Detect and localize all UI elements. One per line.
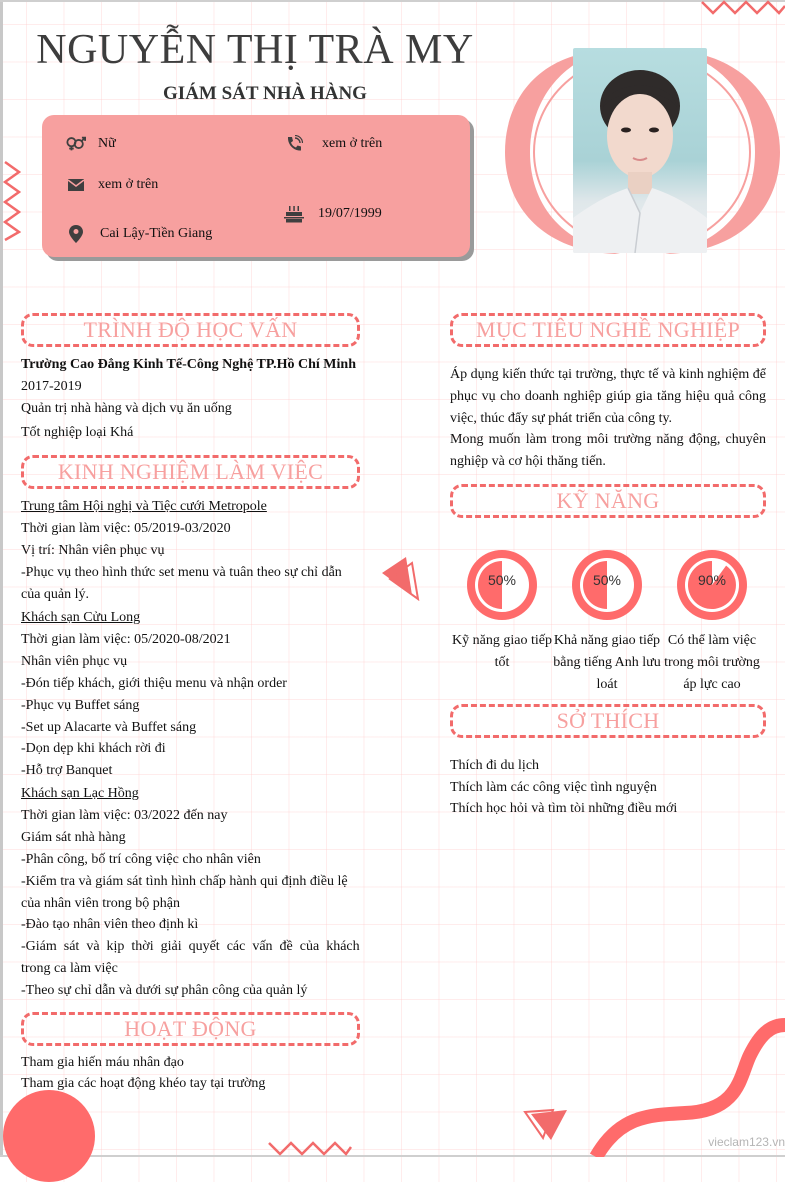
zigzag-decoration-left [3,160,21,242]
experience-heading: KINH NGHIỆM LÀM VIỆC [21,455,360,489]
experience-line: trong ca làm việc [21,961,118,976]
education-school: Trường Cao Đẳng Kinh Tế-Công Nghệ TP.Hồ Chí Minh [21,357,356,372]
experience-company: Khách sạn Lạc Hồng [21,786,139,801]
experience-line: của nhân viên trong bộ phận [21,896,181,911]
experience-line: -Giám sát và kịp thời giải quyết các vấn đề của khách [21,939,360,954]
hobby-item: Thích đi du lịch [450,758,540,773]
skill-item [552,550,662,696]
experience-line: -Hỗ trợ Banquet [21,763,113,778]
education-heading: TRÌNH ĐỘ HỌC VẤN [21,313,360,347]
activity-item: Tham gia hiến máu nhân đạo [21,1055,184,1070]
experience-line: Vị trí: Nhân viên phục vụ [21,543,165,558]
phone-icon [284,135,304,153]
contact-email [66,176,158,194]
contact-phone [284,135,382,153]
experience-line: -Phân công, bố trí công việc cho nhân viên [21,852,261,867]
objective-paragraph-2: Mong muốn làm trong môi trường năng động, chuyên nghiệp và cơ hội thăng tiến. [450,432,766,469]
job-title: GIÁM SÁT NHÀ HÀNG [163,83,367,104]
hobbies-heading: SỞ THÍCH [450,704,766,738]
zigzag-decoration-top [700,0,785,16]
experience-line: -Set up Alacarte và Buffet sáng [21,720,197,735]
triangle-decoration-bottom [523,1106,571,1142]
experience-line: -Dọn dẹp khi khách rời đi [21,741,166,756]
skill-progress-ring [677,550,747,620]
skill-percent: 50% [487,572,517,588]
hobby-item: Thích làm các công việc tình nguyện [450,780,657,795]
hobby-item: Thích học hỏi và tìm tòi những điều mới [450,801,678,816]
experience-line: -Phục vụ theo hình thức set menu và tuân theo sự chỉ dẫn [21,565,342,580]
address-value: Cai Lậy-Tiền Giang [100,226,213,241]
experience-line: -Đào tạo nhân viên theo định kì [21,917,199,932]
activity-item: Tham gia các hoạt động khéo tay tại trường [21,1076,266,1091]
education-years: 2017-2019 [21,379,82,394]
contact-birthday [284,205,382,223]
skill-percent: 90% [697,572,727,588]
triangle-decoration-middle [378,555,422,601]
page-top-border [0,0,785,2]
skill-progress-ring [467,550,537,620]
profile-photo-frame [505,48,780,256]
phone-value: xem ở trên [322,136,383,151]
objective-heading: MỤC TIÊU NGHỀ NGHIỆP [450,313,766,347]
profile-photo [573,48,707,253]
experience-line: Nhân viên phục vụ [21,654,128,669]
experience-line: -Phục vụ Buffet sáng [21,698,140,713]
candidate-name: NGUYỄN THỊ TRÀ MY [36,27,474,73]
activities-heading: HOẠT ĐỘNG [21,1012,360,1046]
experience-line: của quản lý. [21,587,90,602]
experience-line: Thời gian làm việc: 05/2020-08/2021 [21,632,231,647]
objective-paragraph-1: Áp dụng kiến thức tại trường, thực tế và kinh nghiệm để phục vụ cho doanh nghiệp giúp gia tăng hiệu quả công việc, thúc đẩy sự phát triển của công ty. [450,367,766,426]
contact-gender [66,135,116,153]
email-icon [66,176,86,194]
skill-percent: 50% [592,572,622,588]
gender-value: Nữ [98,136,116,151]
skills-heading: KỸ NĂNG [450,484,766,518]
experience-line: -Đón tiếp khách, giới thiệu menu và nhận order [21,676,287,691]
skill-item [447,550,557,674]
experience-line: Thời gian làm việc: 03/2022 đến nay [21,808,228,823]
experience-line: Thời gian làm việc: 05/2019-03/2020 [21,521,231,536]
contact-address [66,225,212,243]
location-pin-icon [66,225,86,243]
education-major: Quản trị nhà hàng và dịch vụ ăn uống [21,401,232,416]
skill-label: Khả năng giao tiếp bằng tiếng Anh lưu loát [553,633,661,692]
experience-line: Giám sát nhà hàng [21,830,126,845]
gender-icon [66,135,86,153]
circle-decoration-bottom-left [3,1090,95,1182]
birthday-cake-icon [284,205,304,223]
birthday-value: 19/07/1999 [318,206,382,221]
zigzag-decoration-bottom [267,1139,353,1157]
experience-line: -Theo sự chỉ dẫn và dưới sự phân công của quản lý [21,983,308,998]
skill-label: Có thể làm việc trong môi trường áp lực cao [664,633,760,692]
contact-info-card [42,115,470,257]
watermark: vieclam123.vn [708,1135,785,1149]
skill-item [657,550,767,696]
education-grade: Tốt nghiệp loại Khá [21,425,134,440]
email-value: xem ở trên [98,177,159,192]
experience-line: -Kiểm tra và giám sát tình hình chấp hành qui định điều lệ [21,874,348,889]
experience-company: Trung tâm Hội nghị và Tiệc cưới Metropole [21,499,267,514]
skill-progress-ring [572,550,642,620]
experience-company: Khách sạn Cửu Long [21,610,141,625]
skill-label: Kỹ năng giao tiếp tốt [452,633,552,670]
